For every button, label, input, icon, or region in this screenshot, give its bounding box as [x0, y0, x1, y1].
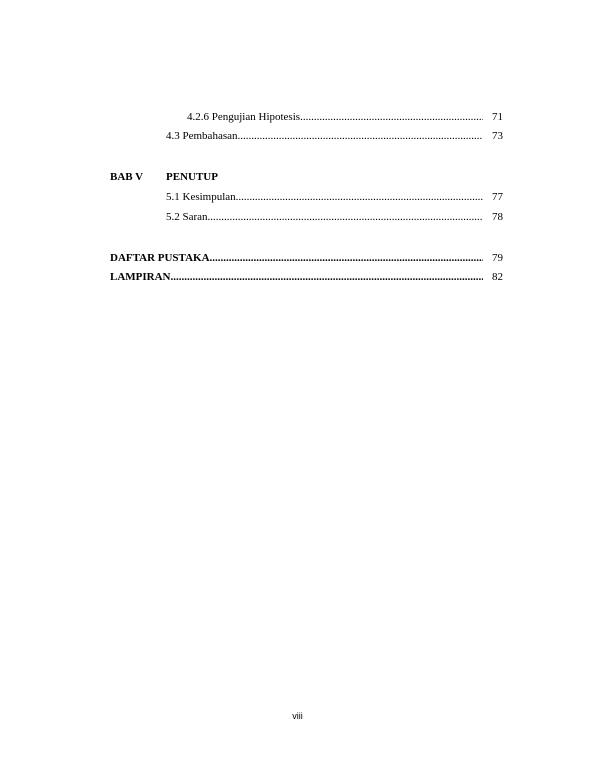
toc-entry-5-1 — [166, 190, 503, 204]
leader-dots — [210, 251, 483, 265]
toc-entry-page: 71 — [492, 111, 503, 123]
toc-entry-page: 77 — [492, 191, 503, 203]
leader-dots — [236, 190, 483, 204]
toc-entry-label: LAMPIRAN — [110, 271, 171, 283]
toc-entry-label: 4.2.6 Pengujian Hipotesis — [187, 111, 301, 123]
leader-dots — [237, 129, 483, 143]
toc-entry-label: 5.2 Saran — [166, 211, 208, 223]
chapter-number: BAB V — [110, 171, 144, 183]
toc-entry-page: 73 — [492, 130, 503, 142]
toc-entry-label: 4.3 Pembahasan — [166, 130, 238, 142]
toc-entry-daftar-pustaka — [110, 251, 503, 265]
toc-entry-label: 5.1 Kesimpulan — [166, 191, 236, 203]
toc-entry-page: 79 — [492, 252, 503, 264]
toc-entry-page: 82 — [492, 271, 503, 283]
toc-entry-page: 78 — [492, 211, 503, 223]
leader-dots — [171, 270, 484, 284]
toc-entry-lampiran — [110, 270, 503, 284]
chapter-title: PENUTUP — [166, 171, 218, 183]
toc-entry-4-2-6 — [187, 110, 503, 124]
page-number: viii — [292, 711, 303, 721]
toc-entry-5-2 — [166, 210, 503, 224]
toc-entry-label: DAFTAR PUSTAKA — [110, 252, 210, 264]
toc-entry-4-3 — [166, 129, 503, 143]
leader-dots — [208, 210, 483, 224]
leader-dots — [300, 110, 483, 124]
